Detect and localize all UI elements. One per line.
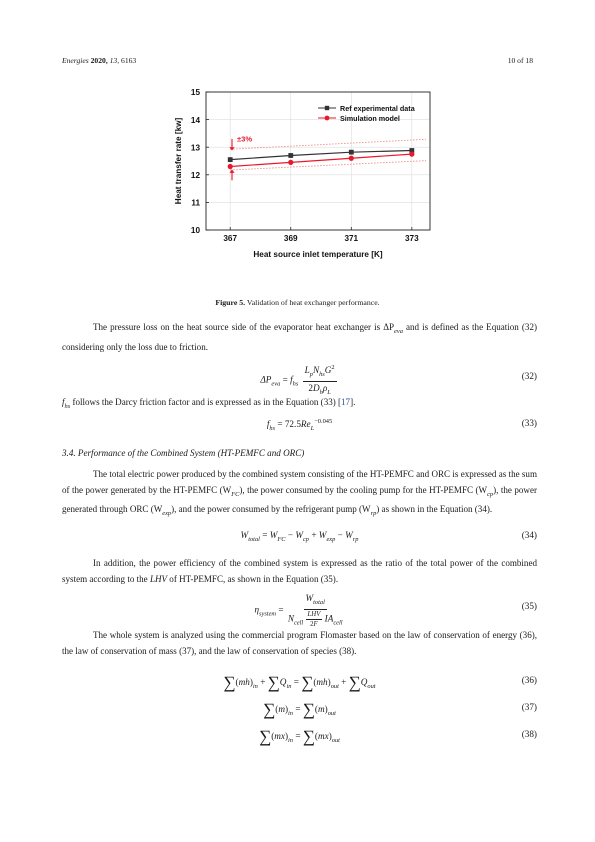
equation-33: $f_{hs} = 72.5Re_L^{-0.045}$ (33) — [266, 418, 537, 432]
paragraph-power-efficiency: In addition, the power efficiency of the combined system is expressed as the ratio of the total power of the combined system according to the LHV of HT-PEMFC, as shown in the Equation (35). — [62, 558, 537, 584]
y-tick-label: 12 — [190, 171, 200, 180]
equation-36: $\sum(mh)_{in} + \sum Q_{in} = \sum(mh)_{out} + \sum Q_{out}$ (36) — [223, 673, 537, 692]
legend-label: Ref experimental data — [340, 104, 415, 113]
y-tick-label: 11 — [191, 198, 200, 208]
legend-label: Simulation model — [340, 114, 400, 123]
annotation-label: ±3% — [237, 134, 253, 144]
x-axis-label: Heat source inlet temperature [K] — [253, 250, 383, 259]
equation-number-34: (34) — [521, 530, 537, 540]
equation-37: $\sum(m)_{in} = \sum(m)_{out}$ (37) — [263, 700, 537, 719]
x-tick-label: 369 — [283, 234, 298, 243]
data-point-ref — [288, 153, 293, 158]
equation-34: $W_{total} = W_{FC} - W_{cp} + W_{exp} - W_{rp}$ (34) — [240, 530, 537, 543]
equation-number-35: (35) — [521, 601, 537, 611]
data-point-simulation — [409, 152, 414, 157]
paragraph-total-power: The total electric power produced by the combined system consisting of the HT-PEMFC and ORC is expressed as the sum of the power generated by the HT-PEMFC $(W_{FC})$, the power consumed by the cooling pump for the HT-PEMFC $(W_{cp})$, the power generated through ORC $(W_{exp})$, and the power consumed by the refrigerant pump $(W_{rp})$ as shown in the Equation (34). — [62, 469, 537, 517]
data-point-ref — [228, 157, 233, 162]
legend-marker — [325, 116, 330, 121]
page-number: 10 of 18 — [507, 56, 533, 65]
figure-5-chart — [0, 80, 595, 292]
reference-link[interactable]: 17 — [341, 397, 351, 407]
section-heading-3-4: 3.4. Performance of the Combined System (HT-PEMFC and ORC) — [62, 448, 305, 458]
y-tick-label: 15 — [190, 88, 200, 98]
equation-number-33: (33) — [521, 418, 537, 428]
legend-marker — [325, 106, 329, 110]
x-tick-label: 367 — [223, 234, 238, 243]
data-point-simulation — [288, 160, 293, 165]
y-axis-label: Heat transfer rate [kw] — [174, 117, 183, 205]
data-point-ref — [349, 150, 354, 155]
y-tick-label: 14 — [190, 115, 200, 125]
data-point-simulation — [228, 164, 233, 169]
x-tick-label: 371 — [344, 234, 359, 243]
equation-35: $\eta_{system}$ = $W_{total}$ $N_{cell}$ $\frac{\text{LHV}}{2F}$ $IA_{cell}$ (35) — [254, 593, 537, 628]
running-header-journal: Energies 2020, 13, 6163 — [62, 56, 137, 65]
paragraph-conservation-laws: The whole system is analyzed using the commercial program Flomaster based on the law of conservation of energy (36), the law of conservation of mass (37), and the law of conservation of species (38). — [62, 630, 537, 656]
equation-number-37: (37) — [521, 702, 537, 712]
y-tick-label: 13 — [190, 143, 200, 153]
series-line-simulation — [230, 154, 412, 166]
figure-caption: Figure 5. Validation of heat exchanger performance. — [215, 298, 380, 307]
equation-38: $\sum(mx)_{in} = \sum(mx)_{out}$ (38) — [259, 727, 537, 746]
band-upper-line — [230, 139, 426, 149]
equation-number-36: (36) — [521, 675, 537, 685]
series-line-ref-experimental — [230, 151, 412, 160]
x-tick-label: 373 — [405, 234, 419, 243]
band-lower-line — [230, 161, 426, 170]
data-point-simulation — [349, 156, 354, 161]
y-tick-label: 10 — [190, 226, 200, 236]
paragraph-friction-factor: $f_{hs}$ follows the Darcy friction factor and is expressed as in the Equation (33) [17]. — [62, 397, 356, 410]
equation-number-38: (38) — [521, 729, 537, 739]
equation-32: $\Delta P_{eva} = f_{hs}$ $\frac{L_pN_{hs}G^2}{2D_h\rho_L}$ (32) — [260, 364, 537, 396]
equation-number-32: (32) — [521, 371, 537, 381]
paragraph-pressure-loss: The pressure loss on the heat source side of the evaporator heat exchanger is $\Delta P_{eva}$ and is defined as the Equation (32) considering only the loss due to friction. — [62, 322, 537, 352]
